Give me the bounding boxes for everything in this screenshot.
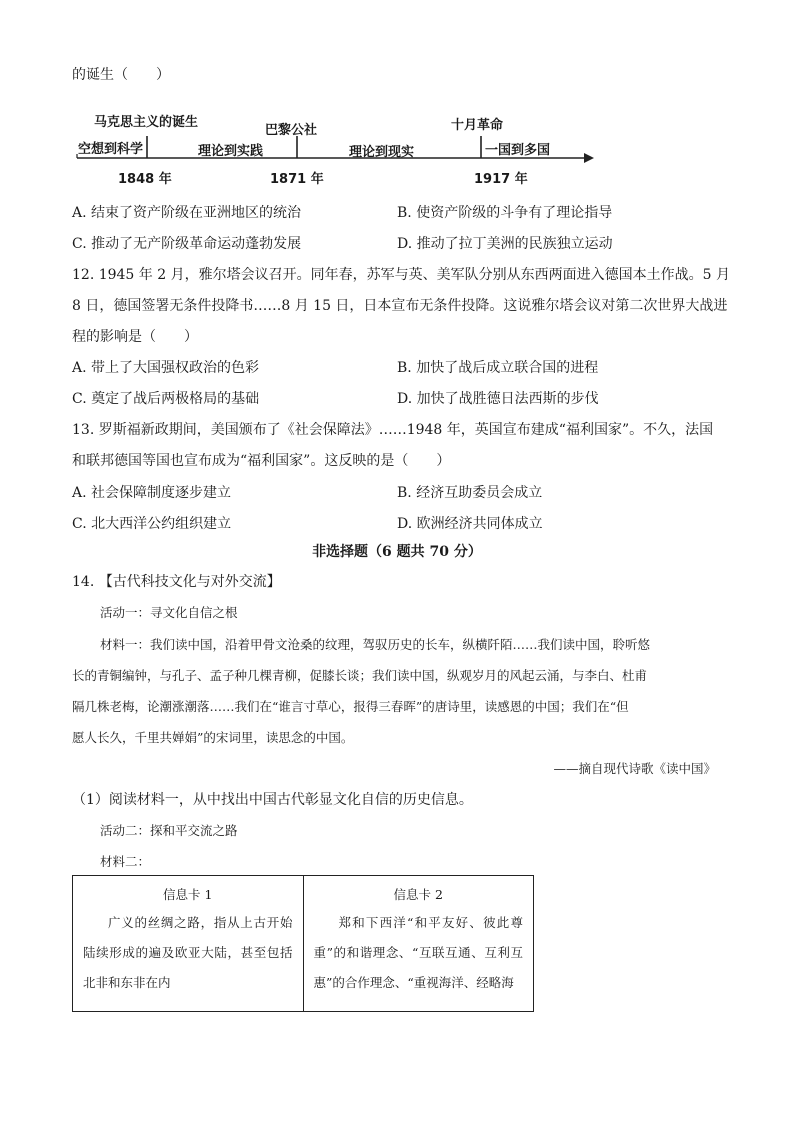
q12-option-b: B. 加快了战后成立联合国的进程 <box>397 360 599 376</box>
q13-option-c: C. 北大西洋公约组织建立 <box>72 516 232 532</box>
info-card-2 <box>303 876 534 1012</box>
q12-option-a: A. 带上了大国强权政治的色彩 <box>72 360 260 376</box>
q12-stem-line2: 8 日，德国签署无条件投降书……8 月 15 日，日本宣布无条件投降。这说雅尔塔会议对第二次世界大战进 <box>72 298 728 314</box>
q11-option-c: C. 推动了无产阶级革命运动蓬勃发展 <box>72 236 302 252</box>
q14-material1-line4: 愿人长久，千里共婵娟”的宋词里，读思念的中国。 <box>72 730 354 745</box>
q13-option-a: A. 社会保障制度逐步建立 <box>72 485 232 501</box>
info-card-2-body: 郑和下西洋“和平友好、彼此尊重”的和谐理念、“互联互通、互利互惠”的合作理念、“重视海洋、经略海 <box>313 915 523 990</box>
info-cards-table <box>72 875 534 1012</box>
label-paris-commune: 巴黎公社 <box>265 123 318 138</box>
year-1848: 1848 年 <box>118 172 172 187</box>
q11-tail: 的诞生（ ） <box>72 67 170 83</box>
q13-stem-line2: 和联邦德国等国也宣布成为“福利国家”。这反映的是（ ） <box>72 453 451 469</box>
q14-material2-label: 材料二： <box>100 854 151 869</box>
label-theory-to-practice: 理论到实践 <box>198 144 264 159</box>
q13-stem-line1: 13. 罗斯福新政期间，美国颁布了《社会保障法》……1948 年，英国宣布建成“福利国家”。不久，法国 <box>72 422 714 438</box>
q14-material1-line3: 隔几株老梅，论潮涨潮落……我们在“谁言寸草心，报得三春晖”的唐诗里，读感恩的中国；我们在“但 <box>72 699 629 714</box>
label-theory-to-reality: 理论到现实 <box>349 145 415 160</box>
label-october-revolution: 十月革命 <box>451 118 504 133</box>
q14-material1-line1: 材料一：我们读中国，沿着甲骨文沧桑的纹理，驾驭历史的长车，纵横阡陌……我们读中国，聆听悠 <box>100 637 651 652</box>
q13-option-d: D. 欧洲经济共同体成立 <box>397 516 543 532</box>
label-marxism-birth: 马克思主义的诞生 <box>94 115 199 130</box>
q13-option-b: B. 经济互助委员会成立 <box>397 485 543 501</box>
section-title: 非选择题（6 题共 70 分） <box>312 544 482 560</box>
q12-option-c: C. 奠定了战后两极格局的基础 <box>72 391 260 407</box>
q12-stem-line3: 程的影响是（ ） <box>72 329 198 345</box>
label-one-to-many: 一国到多国 <box>485 143 551 158</box>
year-1917: 1917 年 <box>474 172 528 187</box>
q11-option-d: D. 推动了拉丁美洲的民族独立运动 <box>397 236 613 252</box>
info-card-1 <box>73 876 304 1012</box>
q11-option-b: B. 使资产阶级的斗争有了理论指导 <box>397 205 613 221</box>
info-card-1-body: 广义的丝绸之路，指从上古开始陆续形成的遍及欧亚大陆，甚至包括北非和东非在内 <box>83 915 293 990</box>
info-card-2-title: 信息卡 2 <box>393 887 443 902</box>
q14-question1: （1）阅读材料一，从中找出中国古代彰显文化自信的历史信息。 <box>72 792 473 808</box>
q12-stem-line1: 12. 1945 年 2 月，雅尔塔会议召开。同年春，苏军与英、美军队分别从东西两面进入德国本土作战。5 月 <box>72 267 730 283</box>
info-card-1-title: 信息卡 1 <box>163 887 213 902</box>
q14-title: 14. 【古代科技文化与对外交流】 <box>72 574 281 590</box>
year-1871: 1871 年 <box>270 172 324 187</box>
q14-activity2: 活动二：探和平交流之路 <box>100 823 238 838</box>
q14-material1-line2: 长的青铜编钟，与孔子、孟子种几棵青柳，促膝长谈；我们读中国，纵观岁月的风起云涌，与李白、杜甫 <box>72 668 648 683</box>
label-utopia-to-science: 空想到科学 <box>78 142 144 157</box>
q14-activity1: 活动一：寻文化自信之根 <box>100 605 238 620</box>
q11-option-a: A. 结束了资产阶级在亚洲地区的统治 <box>72 205 302 221</box>
timeline-arrow <box>584 153 594 163</box>
q12-option-d: D. 加快了战胜德日法西斯的步伐 <box>397 391 599 407</box>
q14-source: ——摘自现代诗歌《读中国》 <box>553 761 716 776</box>
